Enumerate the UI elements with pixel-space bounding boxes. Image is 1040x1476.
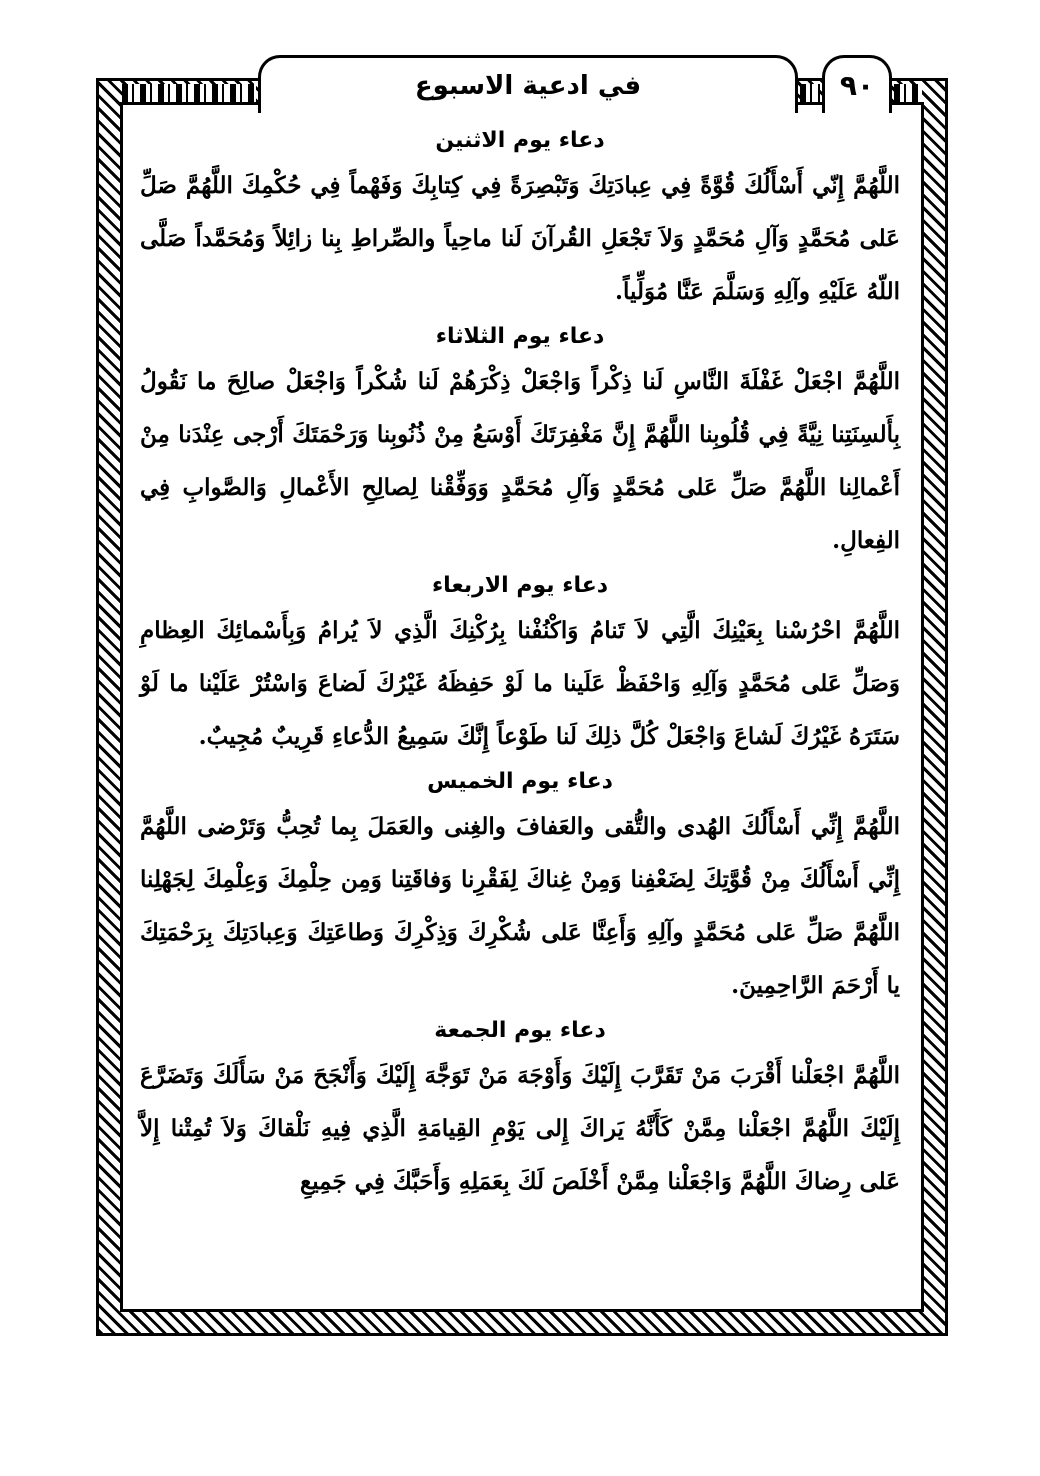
section-heading: دعاء يوم الاثنين [435,128,605,153]
section-heading: دعاء يوم الخميس [427,769,613,794]
section-monday [140,122,900,318]
section-friday [140,1012,900,1208]
section-text: اللَّهُمَّ إِنّي أَسْأَلُكَ قُوَّةً فِي عِبادَتِكَ وَتَبْصِرَةً فِي كِتابِكَ وَفَهْماً فِي حُكْمِكَ اللَّهُمَّ صَلِّ عَلى مُحَمَّدٍ وَآلِ مُحَمَّدٍ وَلاَ تَجْعَلِ القُرآنَ لَنا ماحِياً والصِّراطِ بِنا زائِلاً وَمُحَمَّداً صَلَّى اللّهُ عَلَيْهِ وآلِهِ وَسَلَّمَ عَنَّا مُوَلِّياً. [140,172,900,305]
prayer-content [140,122,900,1208]
section-text: اللَّهُمَّ إِنِّي أَسْأَلُكَ الهُدى والتُّقى والعَفافَ والغِنى والعَمَلَ بِما تُحِبُّ وَتَرْضى اللَّهُمَّ إِنِّي أَسْأَلُكَ مِنْ قُوَّتِكَ لِضَعْفِنا وَمِنْ غِناكَ لِفَقْرِنا وَفاقَتِنا وَمِن حِلْمِكَ وَعِلْمِكَ لِجَهْلِنا اللَّهُمَّ صَلِّ عَلى مُحَمَّدٍ وآلِهِ وَأَعِنَّا عَلى شُكْرِكَ وَذِكْرِكَ وَطاعَتِكَ وَعِبادَتِكَ بِرَحْمَتِكَ يا أَرْحَمَ الرَّاحِمِينَ. [140,813,900,999]
section-text: اللَّهُمَّ احْرُسْنا بِعَيْنِكَ الَّتِي لاَ تَنامُ وَاكْنُفْنا بِرُكْنِكَ الَّذِي لاَ يُرامُ وَبِأَسْمائِكَ العِظامِ وَصَلِّ عَلى مُحَمَّدٍ وَآلِهِ وَاحْفَظْ عَلَينا ما لَوْ حَفِظَهُ غَيْرُكَ لَضاعَ وَاسْتُرْ عَلَيْنا ما لَوْ سَتَرَهُ غَيْرُكَ لَشاعَ وَاجْعَلْ كُلَّ ذلِكَ لَنا طَوْعاً إِنَّكَ سَمِيعُ الدُّعاءِ قَرِيبٌ مُجِيبٌ. [140,617,900,750]
page-title: في ادعية الاسبوع [414,70,642,101]
section-tuesday [140,318,900,567]
header-ornament-left [122,84,256,102]
section-text: اللَّهُمَّ اجْعَلْنا أَقْرَبَ مَنْ تَقَرَّبَ إِلَيْكَ وَأَوْجَهَ مَنْ تَوَجَّهَ إِلَيْكَ وَأَنْجَحَ مَنْ سَأَلَكَ وَتَضَرَّعَ إِلَيْكَ اللَّهُمَّ اجْعَلْنا مِمَّنْ كَأَنَّهُ يَراكَ إِلى يَوْمِ القِيامَةِ الَّذِي فِيهِ نَلْقاكَ وَلاَ تُمِتْنا إِلاَّ عَلى رِضاكَ اللَّهُمَّ وَاجْعَلْنا مِمَّنْ أَخْلَصَ لَكَ بِعَمَلِهِ وَأَحَبَّكَ فِي جَمِيعِ [140,1062,900,1195]
page-number-tab [822,55,892,113]
section-wednesday [140,567,900,763]
section-heading: دعاء يوم الاربعاء [431,573,609,598]
section-thursday [140,763,900,1012]
header-title-tab [258,55,798,113]
section-heading: دعاء يوم الجمعة [434,1018,606,1043]
header-ornament-middle [800,84,820,102]
header-ornament-right [894,84,922,102]
page-number: ٩٠ [839,69,875,102]
section-text: اللَّهُمَّ اجْعَلْ غَفْلَةَ النَّاسِ لَنا ذِكْراً وَاجْعَلْ ذِكْرَهُمْ لَنا شُكْراً وَاجْعَلْ صالِحَ ما نَقُولُ بِأَلسِنَتِنا نِيَّةً فِي قُلُوبِنا اللَّهُمَّ إِنَّ مَغْفِرَتَكَ أَوْسَعُ مِنْ ذُنُوبِنا وَرَحْمَتَكَ أَرْجى عِنْدَنا مِنْ أَعْمالِنا اللَّهُمَّ صَلِّ عَلى مُحَمَّدٍ وَآلِ مُحَمَّدٍ وَوَفِّقْنا لِصالِحِ الأَعْمالِ وَالصَّوابِ فِي الفِعالِ. [140,368,900,554]
section-heading: دعاء يوم الثلاثاء [435,324,605,349]
